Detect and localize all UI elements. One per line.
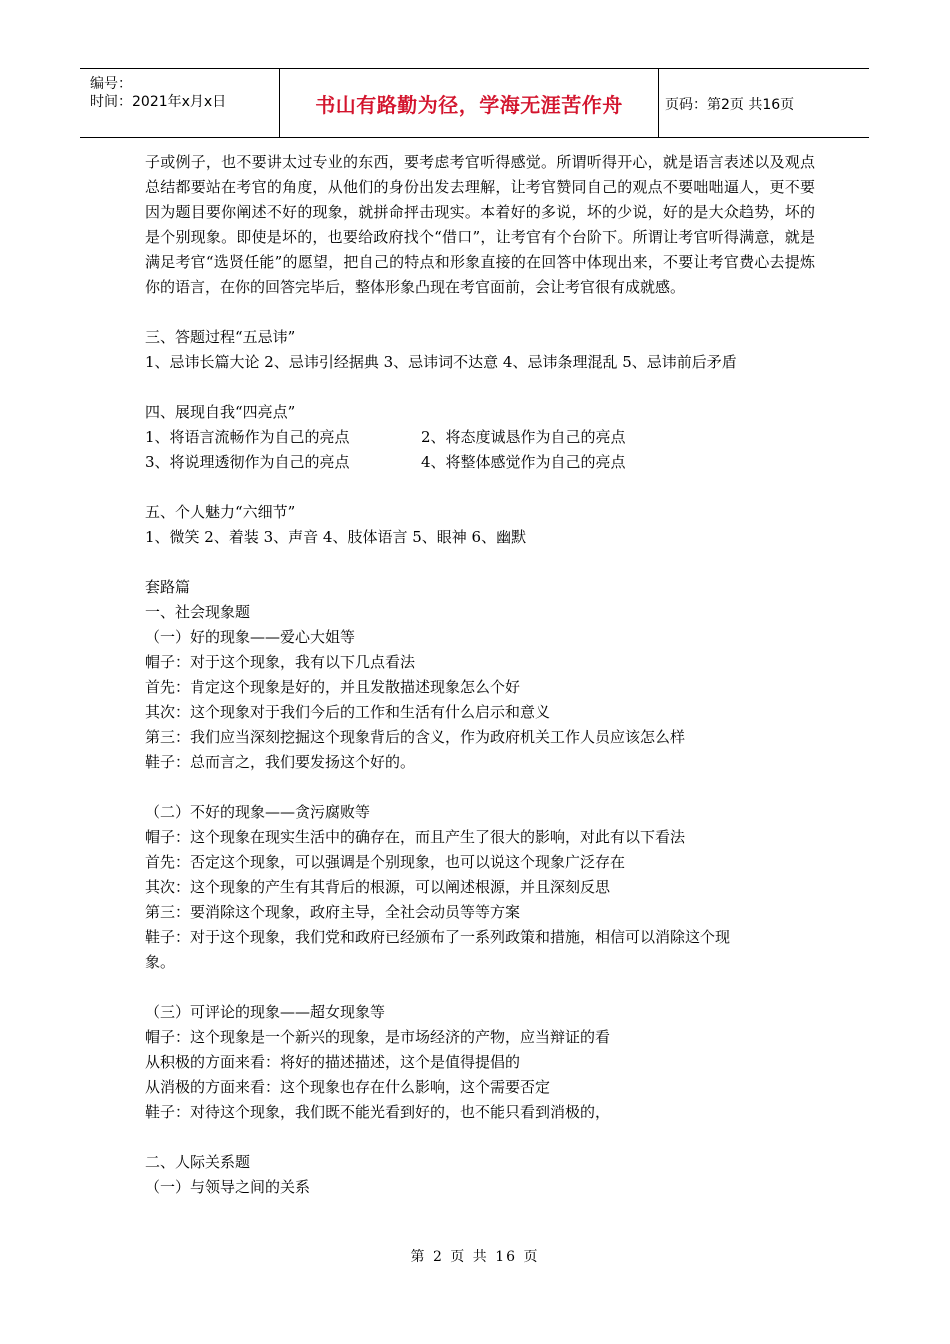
page-footer: 第 2 页 共 16 页	[410, 1249, 540, 1265]
text-line: 第三：要消除这个现象，政府主导，全社会动员等等方案	[145, 903, 521, 921]
text-line: 帽子：这个现象是一个新兴的现象，是市场经济的产物，应当辩证的看	[145, 1028, 611, 1046]
part-title: 套路篇	[145, 578, 191, 596]
intro-paragraph: 子或例子，也不要讲太过专业的东西，要考虑考官听得感觉。所谓听得开心，就是语言表述以及观点总结都要站在考官的角度，从他们的身份出发去理解，让考官赞同自己的观点不要咄咄逼人，更不要因为题目要你阐述不好的现象，就拼命抨击现实。本着好的多说，坏的少说，好的是大众趋势，坏的是个别现象。即使是坏的，也要给政府找个“借口”，让考官有个台阶下。所谓让考官听得满意，就是满足考官“选贤任能”的愿望，把自己的特点和形象直接的在回答中体现出来，不要让考官费心去提炼你的语言，在你的回答完毕后，整体形象凸现在考官面前，会让考官很有成就感。	[145, 153, 815, 296]
text-line: 帽子：这个现象在现实生活中的确存在，而且产生了很大的影响，对此有以下看法	[145, 828, 686, 846]
text-line: 从积极的方面来看：将好的描述描述，这个是值得提倡的	[145, 1053, 521, 1071]
subsection-heading: （二）不好的现象——贪污腐败等	[145, 803, 371, 821]
text-line: 其次：这个现象的产生有其背后的根源，可以阐述根源，并且深刻反思	[145, 878, 611, 896]
highlight-item: 1、将语言流畅作为自己的亮点	[145, 428, 350, 446]
text-line: 鞋子：总而言之，我们要发扬这个好的。	[145, 753, 416, 771]
subsection-heading: （一）好的现象——爱心大姐等	[145, 628, 356, 646]
section-heading: 五、个人魅力“六细节”	[145, 503, 296, 521]
text-line: 第三：我们应当深刻挖掘这个现象背后的含义，作为政府机关工作人员应该怎么样	[145, 728, 686, 746]
document-body	[145, 150, 815, 1200]
subsection-heading: （三）可评论的现象——超女现象等	[145, 1003, 386, 1021]
spacer	[145, 475, 815, 500]
spacer	[145, 300, 815, 325]
header-meta	[80, 69, 280, 137]
highlight-row	[145, 450, 815, 475]
document-date: 时间：2021年x月x日	[90, 94, 227, 110]
header-motto: 书山有路勤为径，学海无涯苦作舟	[315, 93, 623, 117]
header-motto-cell	[280, 69, 659, 137]
highlight-item: 4、将整体感觉作为自己的亮点	[421, 453, 626, 471]
text-line: 帽子：对于这个现象，我有以下几点看法	[145, 653, 416, 671]
spacer	[145, 975, 815, 1000]
text-line: 首先：否定这个现象，可以强调是个别现象，也可以说这个现象广泛存在	[145, 853, 626, 871]
text-line: 其次：这个现象对于我们今后的工作和生活有什么启示和意义	[145, 703, 551, 721]
text-line: 从消极的方面来看：这个现象也存在什么影响，这个需要否定	[145, 1078, 551, 1096]
document-number: 编号：	[90, 76, 132, 92]
spacer	[145, 375, 815, 400]
text-line: 首先：肯定这个现象是好的，并且发散描述现象怎么个好	[145, 678, 521, 696]
text-line: 鞋子：对待这个现象，我们既不能光看到好的，也不能只看到消极的，	[145, 1103, 611, 1121]
highlight-item: 3、将说理透彻作为自己的亮点	[145, 453, 350, 471]
section-items: 1、微笑 2、着装 3、声音 4、肢体语言 5、眼神 6、幽默	[145, 528, 527, 546]
text-line: 象。	[145, 953, 176, 971]
highlight-item: 2、将态度诚恳作为自己的亮点	[421, 428, 626, 446]
section-heading: 一、社会现象题	[145, 603, 251, 621]
section-heading: 四、展现自我“四亮点”	[145, 403, 296, 421]
spacer	[145, 1125, 815, 1150]
subsection-heading: （一）与领导之间的关系	[145, 1178, 311, 1196]
page-header	[80, 68, 869, 138]
section-items: 1、忌讳长篇大论 2、忌讳引经据典 3、忌讳词不达意 4、忌讳条理混乱 5、忌讳前后矛盾	[145, 353, 737, 371]
section-heading: 二、人际关系题	[145, 1153, 251, 1171]
header-page-info: 页码：第2页 共16页	[665, 97, 795, 113]
section-heading: 三、答题过程“五忌讳”	[145, 328, 296, 346]
text-line: 鞋子：对于这个现象，我们党和政府已经颁布了一系列政策和措施，相信可以消除这个现	[145, 928, 731, 946]
highlight-row	[145, 425, 815, 450]
spacer	[145, 550, 815, 575]
spacer	[145, 775, 815, 800]
